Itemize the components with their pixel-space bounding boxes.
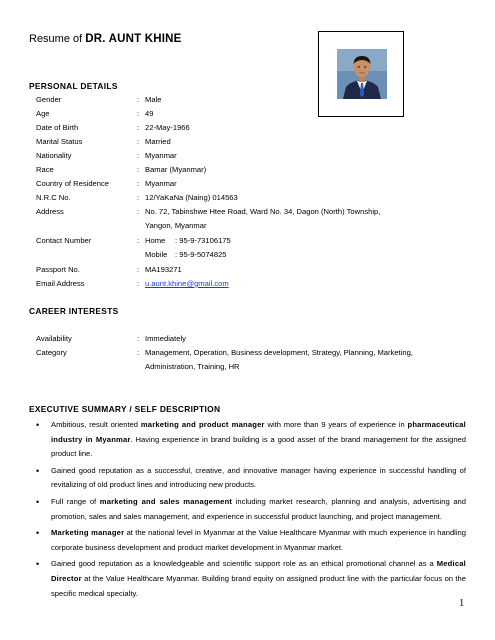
bullet-icon: •: [36, 465, 40, 476]
detail-value: Myanmar: [145, 151, 177, 160]
resume-page: Resume of DR. AUNT KHINE PERSONAL DETAILS Gender : Male Age : 49 Date of Birth : 22-May-1966 Marital Status : Married Nationality : Myanmar Race : Bamar (Myanmar) Country of Residence : Myanmar N.R.C No. : 12/YaKaNa (Naing) 014563 Address : No. 72, Tabinshwe Htee Road, Ward No. 34, Dagon (North) Township, Yangon, Myanmar Contact Number : Home : 95-9-73106175 Mobile : 95-9-5074825 Passport No. : MA193271 Email Address : u.aunt.khine@gmail.com CAREER INTERESTS Availability : Immediately Category : Management, Operation, Business development, Strategy, Planning, Marketing, Administration, Training, HR EXECUTIVE SUMMARY / SELF DESCRIPTION • Ambitious, result oriented marketing and product manager with more than 9 years of experience in pharmaceutical industry in Myanmar. Having experience in brand building is a good asset of the brand management for the assigned product line. • Gained good reputation as a successful, creative, and innovative manager having experience in successful handling of revitalizing of old product lines and introducing new products. • Full range of marketing and sales management including market research, planning and analysis, advertising and promotion, sales and sales management, and experience in successful product launching, and project management. • Marketing manager at the national level in Myanmar at the Value Healthcare Myanmar with much experience in handling corporate business development and product market development in Myanmar market. • Gained good reputation as a knowledgeable and scientific support role as an ethical promotional channel as a Medical Director at the Value Healthcare Myanmar. Building brand equity on assigned product line with the particular focus on the specific medical specialty. 1: [29, 33, 467, 609]
detail-label: Contact Number: [36, 236, 92, 245]
detail-value: No. 72, Tabinshwe Htee Road, Ward No. 34, Dagon (North) Township,: [145, 207, 381, 216]
career-value-line2: Administration, Training, HR: [145, 362, 240, 371]
detail-value: MA193271: [145, 265, 182, 274]
detail-label: Address: [36, 207, 64, 216]
detail-label: N.R.C No.: [36, 193, 71, 202]
bullet-icon: •: [36, 496, 40, 507]
career-value: Immediately: [145, 334, 186, 343]
personal-details-heading: PERSONAL DETAILS: [29, 81, 118, 91]
resume-title: [29, 33, 182, 45]
home-label: Home: [145, 236, 166, 245]
mobile-label: Mobile: [145, 250, 168, 259]
mobile-phone: : 95-9-5074825: [175, 250, 227, 259]
detail-label: Marital Status: [36, 137, 83, 146]
detail-value: Married: [145, 137, 171, 146]
summary-bullet: • Full range of marketing and sales management including market research, planning and analysis, advertising and promotion, sales and sales management, and experience in successful product launching, and project management.: [36, 496, 466, 521]
career-label: Category: [36, 348, 67, 357]
detail-label: Country of Residence: [36, 179, 110, 188]
detail-value: 49: [145, 109, 154, 118]
detail-label: Gender: [36, 95, 62, 104]
home-phone: : 95-9-73106175: [175, 236, 231, 245]
detail-value: Myanmar: [145, 179, 177, 188]
page-number: 1: [459, 598, 465, 609]
detail-label: Email Address: [36, 279, 85, 288]
detail-row-contact: Contact Number : Home : 95-9-73106175 Mobile : 95-9-5074825: [36, 236, 231, 259]
detail-value: 22-May-1966: [145, 123, 190, 132]
bullet-icon: •: [36, 559, 40, 570]
detail-value: 12/YaKaNa (Naing) 014563: [145, 193, 238, 202]
portrait-photo: [337, 49, 387, 99]
summary-bullet: • Gained good reputation as a successful, creative, and innovative manager having experience in successful handling of revitalizing of old product lines and introducing new products.: [36, 465, 466, 490]
summary-list: [36, 418, 466, 603]
detail-row-address: Address : No. 72, Tabinshwe Htee Road, Ward No. 34, Dagon (North) Township, Yangon, Myanmar: [36, 207, 381, 230]
detail-label: Nationality: [36, 151, 72, 160]
title-prefix: Resume of: [29, 33, 83, 45]
career-interests-heading: CAREER INTERESTS: [29, 306, 119, 316]
summary-bullet: • Marketing manager at the national level in Myanmar at the Value Healthcare Myanmar with much experience in handling corporate business development and product market development in Myanmar market.: [36, 528, 467, 552]
summary-bullet: • Gained good reputation as a knowledgeable and scientific support role as an ethical promotional channel as a Medical Director at the Value Healthcare Myanmar. Building brand equity on assigned product line with the particular focus on the specific medical specialty.: [36, 559, 466, 598]
candidate-name: DR. AUNT KHINE: [85, 33, 182, 45]
detail-value: Bamar (Myanmar): [145, 165, 207, 174]
executive-summary-heading: EXECUTIVE SUMMARY / SELF DESCRIPTION: [29, 404, 221, 414]
email-link[interactable]: u.aunt.khine@gmail.com: [145, 279, 229, 288]
career-row-category: Category : Management, Operation, Business development, Strategy, Planning, Marketing, Administration, Training, HR: [36, 348, 413, 371]
bullet-icon: •: [36, 420, 40, 430]
photo-frame: [318, 31, 404, 117]
detail-label: Date of Birth: [36, 123, 79, 132]
detail-value: Male: [145, 95, 162, 104]
detail-label: Race: [36, 165, 54, 174]
career-value: Management, Operation, Business development, Strategy, Planning, Marketing,: [145, 348, 413, 357]
detail-value-line2: Yangon, Myanmar: [145, 221, 207, 230]
detail-label: Passport No.: [36, 265, 80, 274]
career-label: Availability: [36, 334, 72, 343]
detail-label: Age: [36, 109, 50, 118]
summary-bullet: • Ambitious, result oriented marketing and product manager with more than 9 years of experience in pharmaceutical industry in Myanmar. Having experience in brand building is a good asset of the brand management for the assigned product line.: [36, 420, 466, 459]
bullet-icon: •: [36, 528, 40, 539]
